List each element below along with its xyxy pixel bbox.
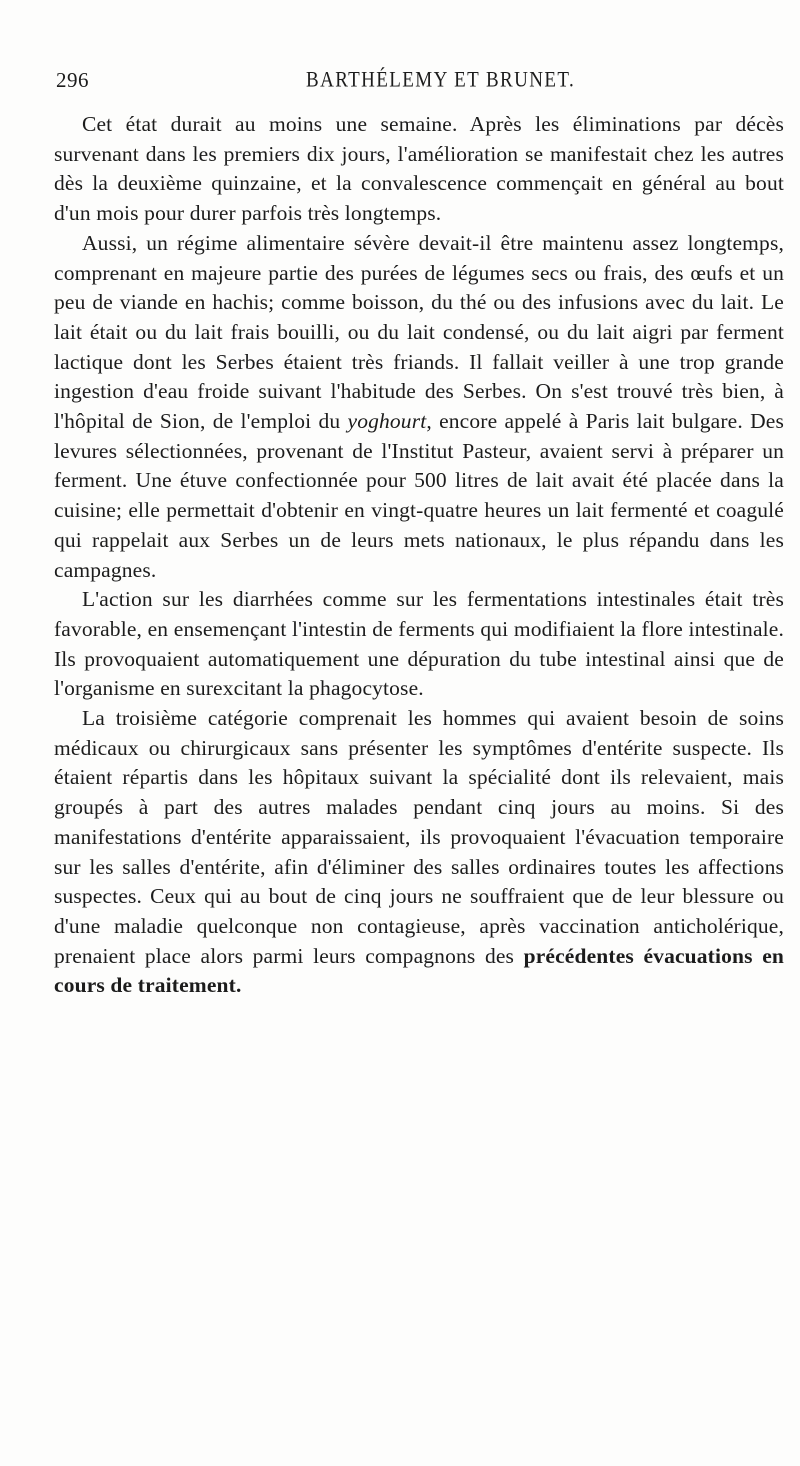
paragraph-4-final-line: précédentes évacuations en cours de traitement.	[54, 943, 784, 998]
yoghourt-italic: yoghourt	[347, 409, 427, 434]
paragraph-2	[54, 229, 784, 585]
paragraph-1: Cet état durait au moins une semaine. Après les éliminations par décès survenant dans les premiers dix jours, l'amélioration se manifestait chez les autres dès la deuxième quinzaine, et la convalescence commençait en général au bout d'un mois pour durer parfois très longtemps.	[54, 112, 784, 226]
paragraph-2-text-end: , encore appelé à Paris lait bulgare. Des levures sélectionnées, provenant de l'Institut Pasteur, avaient servi à préparer un ferment. Une étuve confectionnée pour 500 litres de lait avait été placée dans la cuisine; elle permettait d'obtenir en vingt-quatre heures un lait fermenté et coagulé qui rappelait aux Serbes un de leurs mets nationaux, le plus répandu dans les campagnes.	[54, 409, 784, 582]
running-header	[56, 68, 756, 98]
paragraph-4-text: La troisième catégorie comprenait les hommes qui avaient besoin de soins médicaux ou chirurgicaux sans présenter les symptômes d'entérite suspecte. Ils étaient répartis dans les hôpitaux suivant la spécialité dont ils relevaient, mais groupés à part des autres malades pendant cinq jours au moins. Si des manifestations d'entérite apparaissaient, ils provoquaient l'évacuation temporaire sur les salles d'entérite, afin d'éliminer des salles ordinaires toutes les affections suspectes. Ceux qui au bout de cinq jours ne souffraient que de leur blessure ou d'une maladie quelconque non contagieuse, après vaccination anticholérique, prenaient place alors parmi leurs compagnons des	[54, 706, 784, 968]
running-title: BARTHÉLEMY ET BRUNET.	[306, 68, 576, 93]
page-number: 296	[56, 68, 89, 92]
paragraph-3: L'action sur les diarrhées comme sur les fermentations intestinales était très favorable, en ensemençant l'intestin de ferments qui modifiaient la flore intestinale. Ils provoquaient automatiquement une dépuration du tube intestinal ainsi que de l'organisme en surexcitant la phagocytose.	[54, 587, 784, 701]
paragraph-4	[54, 704, 784, 1001]
paragraph-2-text-start: Aussi, un régime alimentaire sévère devait-il être maintenu assez longtemps, comprenant en majeure partie des purées de légumes secs ou frais, des œufs et un peu de viande en hachis; comme boisson, du thé ou des infusions avec du lait. Le lait était ou du lait frais bouilli, ou du lait condensé, ou du lait aigri par ferment lactique dont les Serbes étaient très friands. Il fallait veiller à une trop grande ingestion d'eau froide suivant l'habitude des Serbes. On s'est trouvé très bien, à l'hôpital de Sion, de l'emploi du	[54, 230, 784, 434]
body-text	[54, 110, 784, 1001]
